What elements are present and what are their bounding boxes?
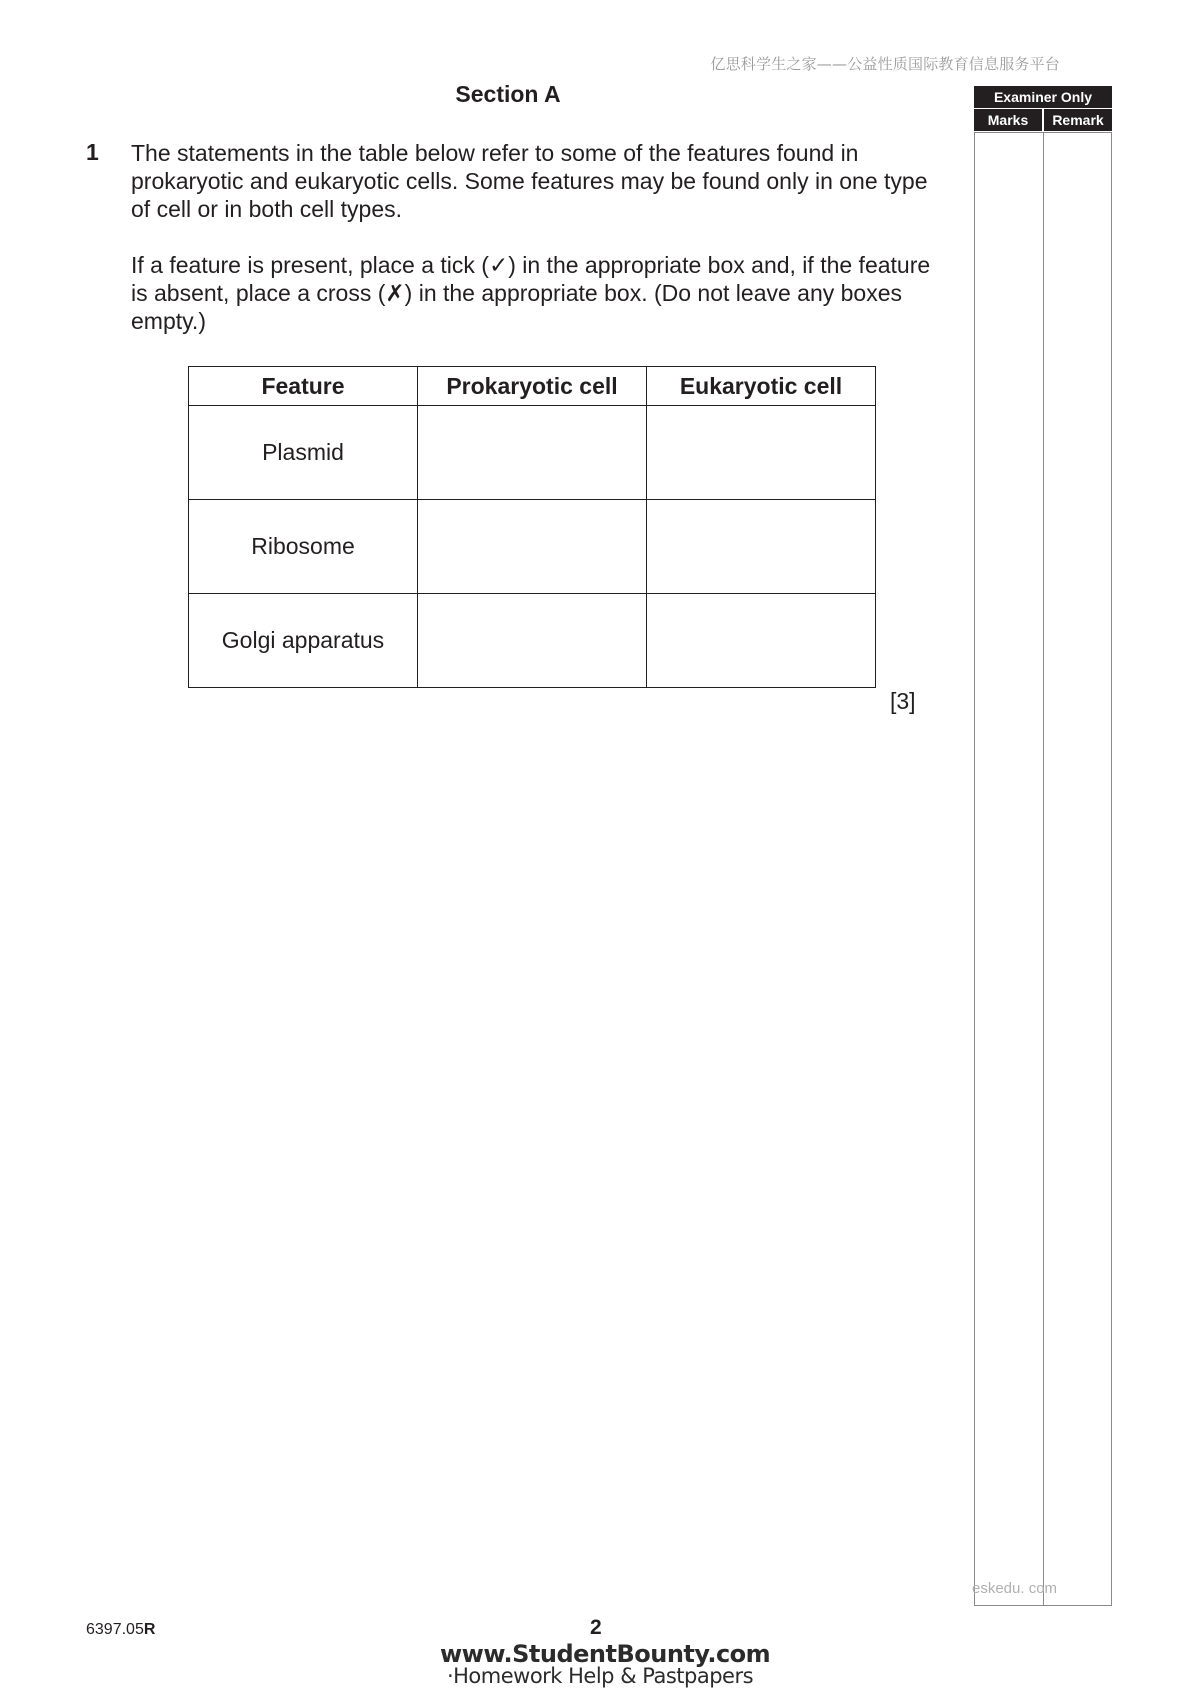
footer-site-link[interactable]: www.StudentBounty.com: [440, 1640, 771, 1668]
question-number: 1: [86, 139, 99, 165]
remark-column: [1043, 132, 1112, 1606]
prokaryotic-answer-box[interactable]: [418, 406, 647, 500]
watermark: eskedu. com: [972, 1580, 1058, 1597]
question-instructions: If a feature is present, place a tick (✓) in the appropriate box and, if the feature is absent, place a cross (✗) in the appropriate box. (Do not leave any boxes empty.): [131, 252, 931, 334]
question-intro: The statements in the table below refer to some of the features found in prokaryotic and eukaryotic cells. Some features may be found only in one type of cell or in both cell types.: [131, 140, 928, 222]
header-feature: Feature: [189, 367, 418, 406]
table-header-row: [189, 367, 876, 406]
feature-cell: Plasmid: [189, 406, 418, 500]
document-code-number: 6397.05: [86, 1621, 144, 1638]
eukaryotic-answer-box[interactable]: [647, 500, 876, 594]
table-row: [189, 500, 876, 594]
eukaryotic-answer-box[interactable]: [647, 406, 876, 500]
page-number: 2: [590, 1616, 602, 1639]
header-eukaryotic: Eukaryotic cell: [647, 367, 876, 406]
examiner-only-heading: Examiner Only: [974, 86, 1112, 108]
features-table: [188, 366, 876, 688]
section-title: Section A: [455, 81, 561, 107]
feature-cell: Golgi apparatus: [189, 594, 418, 688]
document-code: [86, 1621, 155, 1639]
question-marks: [3]: [890, 688, 916, 714]
header-prokaryotic: Prokaryotic cell: [418, 367, 647, 406]
table-row: [189, 594, 876, 688]
examiner-only-column: [974, 86, 1112, 1606]
remark-heading: Remark: [1044, 109, 1112, 131]
marks-column: [974, 132, 1044, 1606]
footer-tagline: ·Homework Help & Pastpapers: [446, 1664, 754, 1688]
feature-cell: Ribosome: [189, 500, 418, 594]
eukaryotic-answer-box[interactable]: [647, 594, 876, 688]
top-banner: 亿思科学生之家——公益性质国际教育信息服务平台: [710, 55, 1060, 73]
prokaryotic-answer-box[interactable]: [418, 500, 647, 594]
marks-heading: Marks: [974, 109, 1042, 131]
table-row: [189, 406, 876, 500]
prokaryotic-answer-box[interactable]: [418, 594, 647, 688]
document-code-suffix: R: [143, 1621, 156, 1638]
